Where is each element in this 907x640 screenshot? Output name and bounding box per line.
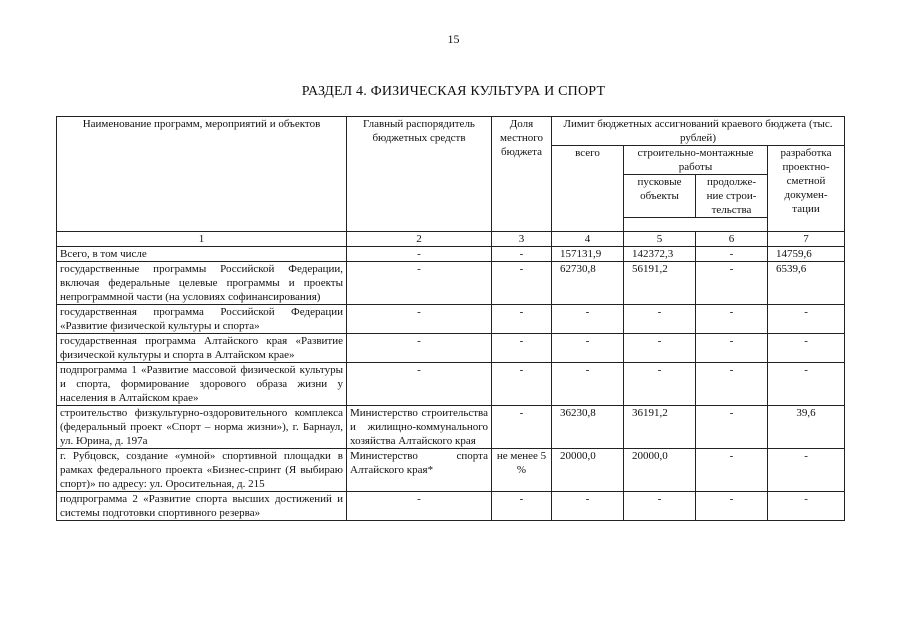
column-number: 3 — [492, 232, 552, 247]
row-design: 14759,6 — [768, 247, 845, 262]
row-distributor: - — [347, 492, 492, 521]
row-name: государственная программа Алтайского края «Развитие физической культуры и спорта в Алтайском крае» — [57, 334, 347, 363]
header-limit: Лимит бюджетных ассигнований краевого бюджета (тыс. рублей) — [552, 117, 845, 146]
row-distributor: Министерство спорта Алтайского края* — [347, 449, 492, 492]
budget-table — [56, 116, 845, 521]
table-row — [57, 449, 845, 492]
column-number-row — [57, 232, 845, 247]
row-name: государственные программы Российской Федерации, включая федеральные целевые программы и проекты непрограммной части (на условиях софинансирования) — [57, 262, 347, 305]
row-name: подпрограмма 2 «Развитие спорта высших достижений и системы подготовки спортивного резерва» — [57, 492, 347, 521]
header-launch: пусковые объекты — [624, 175, 696, 218]
table-row — [57, 406, 845, 449]
row-total: 36230,8 — [552, 406, 624, 449]
row-distributor: - — [347, 363, 492, 406]
section-title: РАЗДЕЛ 4. ФИЗИЧЕСКАЯ КУЛЬТУРА И СПОРТ — [301, 84, 606, 99]
column-number: 4 — [552, 232, 624, 247]
header-name: Наименование программ, мероприятий и объектов — [57, 117, 347, 232]
row-name: государственная программа Российской Федерации «Развитие физической культуры и спорта» — [57, 305, 347, 334]
row-total: 62730,8 — [552, 262, 624, 305]
row-design: 6539,6 — [768, 262, 845, 305]
row-name: Всего, в том числе — [57, 247, 347, 262]
row-total: - — [552, 492, 624, 521]
column-number: 1 — [57, 232, 347, 247]
row-design: - — [768, 449, 845, 492]
row-name: подпрограмма 1 «Развитие массовой физической культуры и спорта, формирование здорового образа жизни у населения в Алтайском крае» — [57, 363, 347, 406]
table-row — [57, 492, 845, 521]
row-total: 157131,9 — [552, 247, 624, 262]
row-share: не менее 5 % — [492, 449, 552, 492]
row-distributor: Министерство строительства и жилищно-коммунального хозяйства Алтайского края — [347, 406, 492, 449]
row-distributor: - — [347, 305, 492, 334]
row-share: - — [492, 492, 552, 521]
row-share: - — [492, 247, 552, 262]
row-distributor: - — [347, 247, 492, 262]
header-continuing: продолже-ние строи-тельства — [696, 175, 768, 218]
table-row — [57, 334, 845, 363]
header-total: всего — [552, 146, 624, 232]
row-continuing: - — [696, 262, 768, 305]
page-number: 15 — [447, 32, 460, 46]
row-total: 20000,0 — [552, 449, 624, 492]
row-design: - — [768, 492, 845, 521]
header-distributor: Главный распорядитель бюджетных средств — [347, 117, 492, 232]
row-share: - — [492, 262, 552, 305]
row-launch: - — [624, 334, 696, 363]
table-row — [57, 247, 845, 262]
row-design: 39,6 — [768, 406, 845, 449]
row-continuing: - — [696, 305, 768, 334]
column-number: 5 — [624, 232, 696, 247]
row-distributor: - — [347, 334, 492, 363]
row-continuing: - — [696, 449, 768, 492]
table-row — [57, 305, 845, 334]
row-continuing: - — [696, 247, 768, 262]
row-launch: - — [624, 492, 696, 521]
row-launch: 142372,3 — [624, 247, 696, 262]
row-launch: 36191,2 — [624, 406, 696, 449]
row-design: - — [768, 305, 845, 334]
row-share: - — [492, 363, 552, 406]
row-share: - — [492, 305, 552, 334]
row-total: - — [552, 305, 624, 334]
row-continuing: - — [696, 406, 768, 449]
row-launch: 20000,0 — [624, 449, 696, 492]
row-distributor: - — [347, 262, 492, 305]
column-number: 6 — [696, 232, 768, 247]
row-share: - — [492, 334, 552, 363]
row-launch: 56191,2 — [624, 262, 696, 305]
table-row — [57, 262, 845, 305]
table-row — [57, 363, 845, 406]
row-launch: - — [624, 363, 696, 406]
column-number: 2 — [347, 232, 492, 247]
header-design: разработка проектно-сметной докумен-тации — [768, 146, 845, 232]
row-design: - — [768, 334, 845, 363]
row-continuing: - — [696, 334, 768, 363]
row-design: - — [768, 363, 845, 406]
row-total: - — [552, 363, 624, 406]
row-launch: - — [624, 305, 696, 334]
row-name: строительство физкультурно-оздоровительного комплекса (федеральный проект «Спорт – норма жизни»), г. Барнаул, ул. Юрина, д. 197а — [57, 406, 347, 449]
row-continuing: - — [696, 492, 768, 521]
header-construction: строительно-монтажные работы — [624, 146, 768, 175]
row-total: - — [552, 334, 624, 363]
row-name: г. Рубцовск, создание «умной» спортивной площадки в рамках федерального проекта «Бизнес-спринт (Я выбираю спорт)» по адресу: ул. Оросительная, д. 215 — [57, 449, 347, 492]
column-number: 7 — [768, 232, 845, 247]
row-share: - — [492, 406, 552, 449]
row-continuing: - — [696, 363, 768, 406]
header-row-1 — [57, 117, 845, 146]
header-local-share: Доля местного бюджета — [492, 117, 552, 232]
